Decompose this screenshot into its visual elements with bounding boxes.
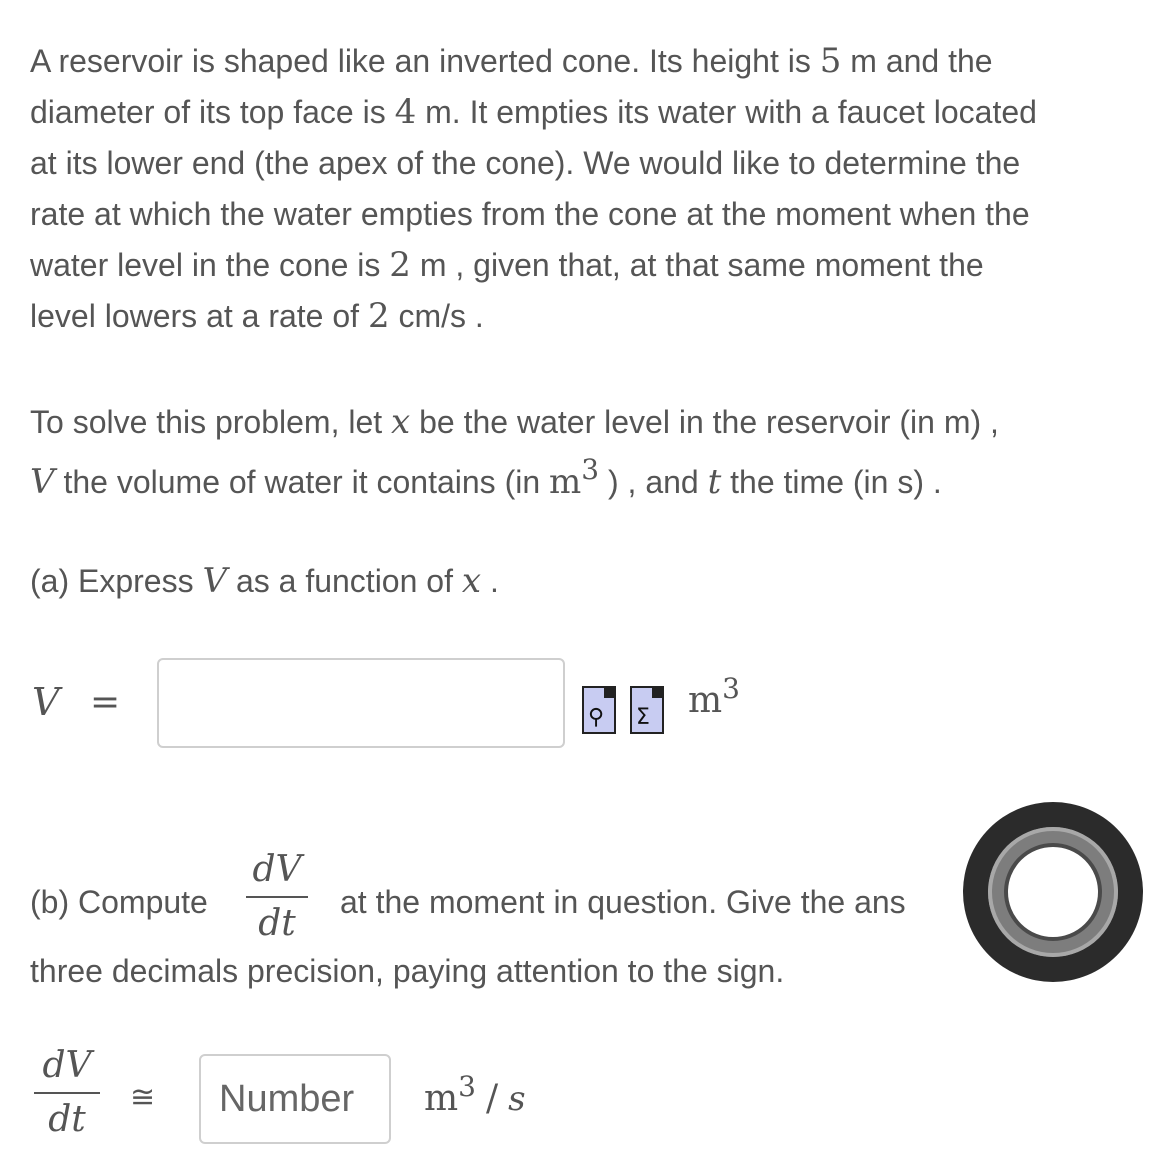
unit-m: m [688,680,723,721]
text: be the water level in the reservoir (in m) , [410,404,999,440]
page-fold [604,686,616,698]
text: as a function of [227,563,462,599]
problem-line-4: rate at which the water empties from the cone at the moment when the [30,196,1030,232]
problem-line-6 [30,291,1037,342]
unit-exponent: 3 [458,1070,476,1103]
unit-m: m [424,1078,459,1119]
part-a-prompt [30,556,499,607]
part-b-prompt-line-2: three decimals precision, paying attention to the sign. [30,953,785,989]
fraction-bar [34,1092,100,1094]
text: (a) Express [30,563,203,599]
text: To solve this problem, let [30,404,392,440]
text: . [481,563,499,599]
part-b-unit [424,1070,526,1119]
sigma-icon: Σ [636,705,650,730]
var-x: x [391,402,411,442]
level-value: 2 [389,245,411,285]
part-a-unit [688,672,740,721]
text: diameter of its top face is [30,94,395,130]
part-b-prompt-rest: at the moment in question. Give the ans [340,884,906,920]
dv-dt-fraction [246,848,308,946]
fraction-numerator: dV [252,849,302,890]
fraction-bar [246,896,308,898]
preview-button[interactable] [582,686,616,734]
problem-line-1 [30,36,1037,87]
volume-answer-input[interactable] [157,658,565,748]
unit-s: s [508,1079,526,1119]
rate-answer-input[interactable] [199,1054,391,1144]
part-b-prompt-start: (b) Compute [30,884,208,920]
definitions [30,392,999,514]
fraction-denominator: dt [258,903,296,944]
text: the volume of water it contains (in [54,464,550,500]
text: cm/s . [389,298,484,334]
magnifier-icon: ⚲ [588,705,605,730]
rate-value: 2 [367,296,390,336]
equals-sign: = [90,682,121,723]
problem-line-2 [30,87,1037,138]
unit-m: m [549,462,582,502]
assistive-touch-ring [988,827,1118,957]
definitions-line-2 [30,452,999,514]
unit-exponent: 3 [581,453,600,486]
approx-equal-sign: ≅ [130,1080,156,1115]
text: A reservoir is shaped like an inverted cone. Its height is [30,43,820,79]
fraction-numerator: dV [42,1045,92,1086]
unit-slash: / [485,1078,499,1119]
unit-exponent: 3 [722,672,740,705]
text: ) , and [599,464,708,500]
text: water level in the cone is [30,247,390,283]
assistive-touch-button[interactable] [963,802,1143,982]
text: m and the [841,43,993,79]
text: level lowers at a rate of [30,298,368,334]
var-t: t [707,462,722,502]
text: m. It empties its water with a faucet located [416,94,1037,130]
answer-dv-dt-fraction [34,1044,100,1142]
height-value: 5 [819,41,842,81]
var-V: V [30,462,55,502]
problem-line-5 [30,240,1037,291]
var-V: V [202,561,228,601]
diameter-value: 4 [394,92,417,132]
var-x: x [461,561,482,601]
text: m , given that, at that same moment the [410,247,984,283]
text: the time (in s) . [721,464,942,500]
fraction-denominator: dt [48,1099,86,1140]
page-fold [652,686,664,698]
problem-line-3: at its lower end (the apex of the cone). We would like to determine the [30,145,1021,181]
equation-editor-button[interactable] [630,686,664,734]
problem-statement [30,36,1037,342]
assistive-touch-center [1004,843,1102,941]
part-a-lhs: V [32,680,60,724]
definitions-line-1 [30,392,999,452]
